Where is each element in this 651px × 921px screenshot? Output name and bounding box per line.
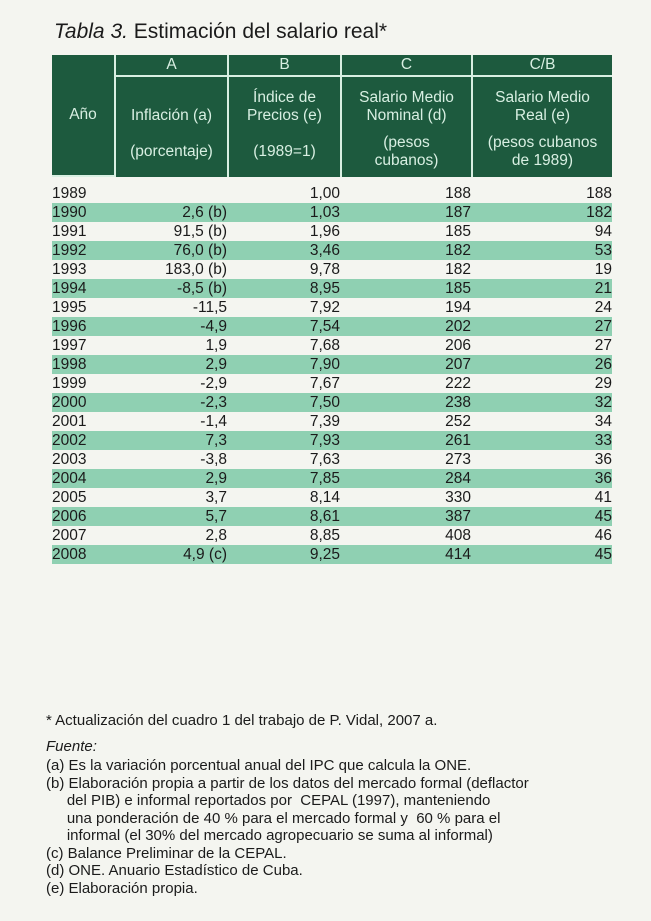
cell-inflation: 91,5 (b) bbox=[173, 223, 227, 240]
table-row bbox=[52, 336, 612, 355]
cell-year: 2005 bbox=[52, 489, 87, 506]
cell-nominal-salary: 222 bbox=[445, 375, 471, 392]
cell-year: 1989 bbox=[52, 185, 87, 202]
footnote: * Actualización del cuadro 1 del trabajo de P. Vidal, 2007 a. bbox=[46, 712, 438, 729]
cell-nominal-salary: 202 bbox=[340, 317, 471, 336]
cell-year: 1993 bbox=[52, 261, 87, 278]
header-letter-a: A bbox=[114, 55, 227, 77]
cell-year: 1996 bbox=[52, 317, 114, 336]
cell-year: 1994 bbox=[52, 279, 114, 298]
cell-year: 1995 bbox=[52, 299, 87, 316]
table-body bbox=[52, 177, 612, 564]
cell-nominal-salary: 187 bbox=[340, 203, 471, 222]
cell-year: 1992 bbox=[52, 241, 114, 260]
salary-table bbox=[52, 55, 612, 564]
table-header bbox=[52, 55, 612, 177]
table-row bbox=[52, 184, 612, 203]
cell-year: 2002 bbox=[52, 431, 114, 450]
table-title-text: Estimación del salario real* bbox=[127, 20, 388, 43]
table-row bbox=[52, 260, 612, 279]
source-notes bbox=[46, 757, 529, 897]
source-note: (e) Elaboración propia. bbox=[46, 879, 198, 897]
source-note: (b) Elaboración propia a partir de los datos del mercado formal (deflactor bbox=[46, 774, 529, 792]
table-row bbox=[52, 507, 612, 526]
cell-nominal-salary: 185 bbox=[340, 279, 471, 298]
header-unit-c: (pesos cubanos) bbox=[340, 127, 471, 177]
header-letter-cb: C/B bbox=[471, 55, 612, 77]
cell-inflation: -11,5 bbox=[192, 299, 227, 316]
cell-price-index: 8,85 bbox=[309, 527, 340, 544]
table-row bbox=[52, 241, 612, 260]
cell-real-salary: 24 bbox=[594, 299, 612, 316]
cell-nominal-salary: 330 bbox=[445, 489, 471, 506]
cell-price-index: 8,14 bbox=[309, 489, 340, 506]
header-unit-b: (1989=1) bbox=[227, 127, 340, 177]
cell-real-salary: 34 bbox=[594, 413, 612, 430]
cell-nominal-salary: 194 bbox=[445, 299, 471, 316]
cell-price-index: 1,03 bbox=[227, 203, 340, 222]
cell-real-salary: 29 bbox=[594, 375, 612, 392]
table-row bbox=[52, 545, 612, 564]
header-unit-a: (porcentaje) bbox=[114, 127, 227, 177]
cell-real-salary: 21 bbox=[471, 279, 612, 298]
cell-price-index: 7,50 bbox=[227, 393, 340, 412]
cell-price-index: 1,96 bbox=[309, 223, 340, 240]
source-note: (d) ONE. Anuario Estadístico de Cuba. bbox=[46, 862, 303, 879]
header-letter-b: B bbox=[227, 55, 340, 77]
cell-price-index: 7,67 bbox=[309, 375, 340, 392]
cell-inflation: 1,9 bbox=[205, 337, 227, 354]
cell-real-salary: 32 bbox=[471, 393, 612, 412]
table-row bbox=[52, 450, 612, 469]
cell-price-index: 1,00 bbox=[309, 185, 340, 202]
source-note: una ponderación de 40 % para el mercado formal y 60 % para el bbox=[46, 809, 501, 827]
cell-inflation: -4,9 bbox=[114, 317, 227, 336]
table-row bbox=[52, 469, 612, 488]
cell-price-index: 7,85 bbox=[227, 469, 340, 488]
cell-real-salary: 94 bbox=[594, 223, 612, 240]
cell-inflation: -1,4 bbox=[200, 413, 227, 430]
cell-inflation: -2,3 bbox=[114, 393, 227, 412]
cell-real-salary: 36 bbox=[594, 451, 612, 468]
table-row bbox=[52, 526, 612, 545]
cell-inflation: 183,0 (b) bbox=[164, 261, 227, 278]
cell-year: 2007 bbox=[52, 527, 87, 544]
cell-real-salary: 188 bbox=[586, 185, 612, 202]
source-note: informal (el 30% del mercado agropecuario se suma al informal) bbox=[46, 827, 493, 844]
cell-price-index: 8,61 bbox=[227, 507, 340, 526]
cell-price-index: 7,63 bbox=[309, 451, 340, 468]
table-row bbox=[52, 317, 612, 336]
source-note: del PIB) e informal reportados por CEPAL (1997), manteniendo bbox=[46, 792, 491, 809]
cell-year: 2006 bbox=[52, 507, 114, 526]
cell-price-index: 7,54 bbox=[227, 317, 340, 336]
cell-nominal-salary: 252 bbox=[445, 413, 471, 430]
cell-year: 1997 bbox=[52, 337, 87, 354]
table-row bbox=[52, 222, 612, 241]
cell-real-salary: 27 bbox=[471, 317, 612, 336]
cell-price-index: 7,93 bbox=[227, 431, 340, 450]
cell-price-index: 3,46 bbox=[227, 241, 340, 260]
cell-inflation: 2,9 bbox=[114, 469, 227, 488]
cell-nominal-salary: 273 bbox=[445, 451, 471, 468]
header-letter-c: C bbox=[340, 55, 471, 77]
cell-year: 2001 bbox=[52, 413, 87, 430]
cell-year: 2003 bbox=[52, 451, 87, 468]
cell-inflation: 2,9 bbox=[114, 355, 227, 374]
cell-nominal-salary: 206 bbox=[445, 337, 471, 354]
cell-inflation: -3,8 bbox=[200, 451, 227, 468]
source-note: (c) Balance Preliminar de la CEPAL. bbox=[46, 844, 287, 862]
cell-inflation: 2,8 bbox=[205, 527, 227, 544]
cell-inflation: 2,6 (b) bbox=[114, 203, 227, 222]
table-row bbox=[52, 279, 612, 298]
header-name-b: Índice de Precios (e) bbox=[227, 77, 340, 127]
cell-nominal-salary: 207 bbox=[340, 355, 471, 374]
cell-inflation bbox=[114, 184, 227, 203]
cell-inflation: -2,9 bbox=[200, 375, 227, 392]
cell-nominal-salary: 284 bbox=[340, 469, 471, 488]
cell-price-index: 7,39 bbox=[309, 413, 340, 430]
table-title bbox=[54, 20, 387, 44]
cell-year: 1991 bbox=[52, 223, 87, 240]
cell-price-index: 7,90 bbox=[227, 355, 340, 374]
table-row bbox=[52, 488, 612, 507]
cell-real-salary: 45 bbox=[471, 507, 612, 526]
table-row bbox=[52, 393, 612, 412]
cell-real-salary: 36 bbox=[471, 469, 612, 488]
source-note: (a) Es la variación porcentual anual del IPC que calcula la ONE. bbox=[46, 757, 472, 774]
header-unit-cb: (pesos cubanos de 1989) bbox=[471, 127, 612, 177]
table-row bbox=[52, 203, 612, 222]
cell-year: 2000 bbox=[52, 393, 114, 412]
cell-inflation: -8,5 (b) bbox=[114, 279, 227, 298]
cell-real-salary: 33 bbox=[471, 431, 612, 450]
header-year: Año bbox=[52, 55, 114, 177]
cell-year: 1999 bbox=[52, 375, 87, 392]
cell-nominal-salary: 387 bbox=[340, 507, 471, 526]
cell-real-salary: 46 bbox=[594, 527, 612, 544]
header-name-c: Salario Medio Nominal (d) bbox=[340, 77, 471, 127]
header-name-a: Inflación (a) bbox=[114, 77, 227, 127]
cell-price-index: 7,92 bbox=[309, 299, 340, 316]
source-label: Fuente: bbox=[46, 738, 97, 755]
cell-price-index: 7,68 bbox=[309, 337, 340, 354]
cell-inflation: 76,0 (b) bbox=[114, 241, 227, 260]
cell-nominal-salary: 261 bbox=[340, 431, 471, 450]
cell-real-salary: 182 bbox=[471, 203, 612, 222]
cell-real-salary: 26 bbox=[471, 355, 612, 374]
cell-price-index: 9,78 bbox=[309, 261, 340, 278]
cell-inflation: 5,7 bbox=[114, 507, 227, 526]
cell-real-salary: 53 bbox=[471, 241, 612, 260]
cell-real-salary: 27 bbox=[594, 337, 612, 354]
table-row bbox=[52, 355, 612, 374]
table-row bbox=[52, 412, 612, 431]
cell-nominal-salary: 182 bbox=[445, 261, 471, 278]
cell-price-index: 8,95 bbox=[227, 279, 340, 298]
header-name-cb: Salario Medio Real (e) bbox=[471, 77, 612, 127]
cell-price-index: 9,25 bbox=[227, 545, 340, 564]
cell-nominal-salary: 414 bbox=[340, 545, 471, 564]
cell-year: 1990 bbox=[52, 203, 114, 222]
cell-inflation: 4,9 (c) bbox=[114, 545, 227, 564]
cell-nominal-salary: 182 bbox=[340, 241, 471, 260]
cell-nominal-salary: 185 bbox=[445, 223, 471, 240]
cell-nominal-salary: 188 bbox=[445, 185, 471, 202]
cell-real-salary: 41 bbox=[594, 489, 612, 506]
cell-real-salary: 45 bbox=[471, 545, 612, 564]
table-row bbox=[52, 374, 612, 393]
cell-nominal-salary: 408 bbox=[445, 527, 471, 544]
table-number: Tabla 3. bbox=[54, 20, 128, 43]
cell-year: 2008 bbox=[52, 545, 114, 564]
table-row bbox=[52, 431, 612, 450]
cell-inflation: 7,3 bbox=[114, 431, 227, 450]
cell-year: 2004 bbox=[52, 469, 114, 488]
table-row bbox=[52, 298, 612, 317]
cell-nominal-salary: 238 bbox=[340, 393, 471, 412]
cell-real-salary: 19 bbox=[594, 261, 612, 278]
cell-inflation: 3,7 bbox=[205, 489, 227, 506]
cell-year: 1998 bbox=[52, 355, 114, 374]
